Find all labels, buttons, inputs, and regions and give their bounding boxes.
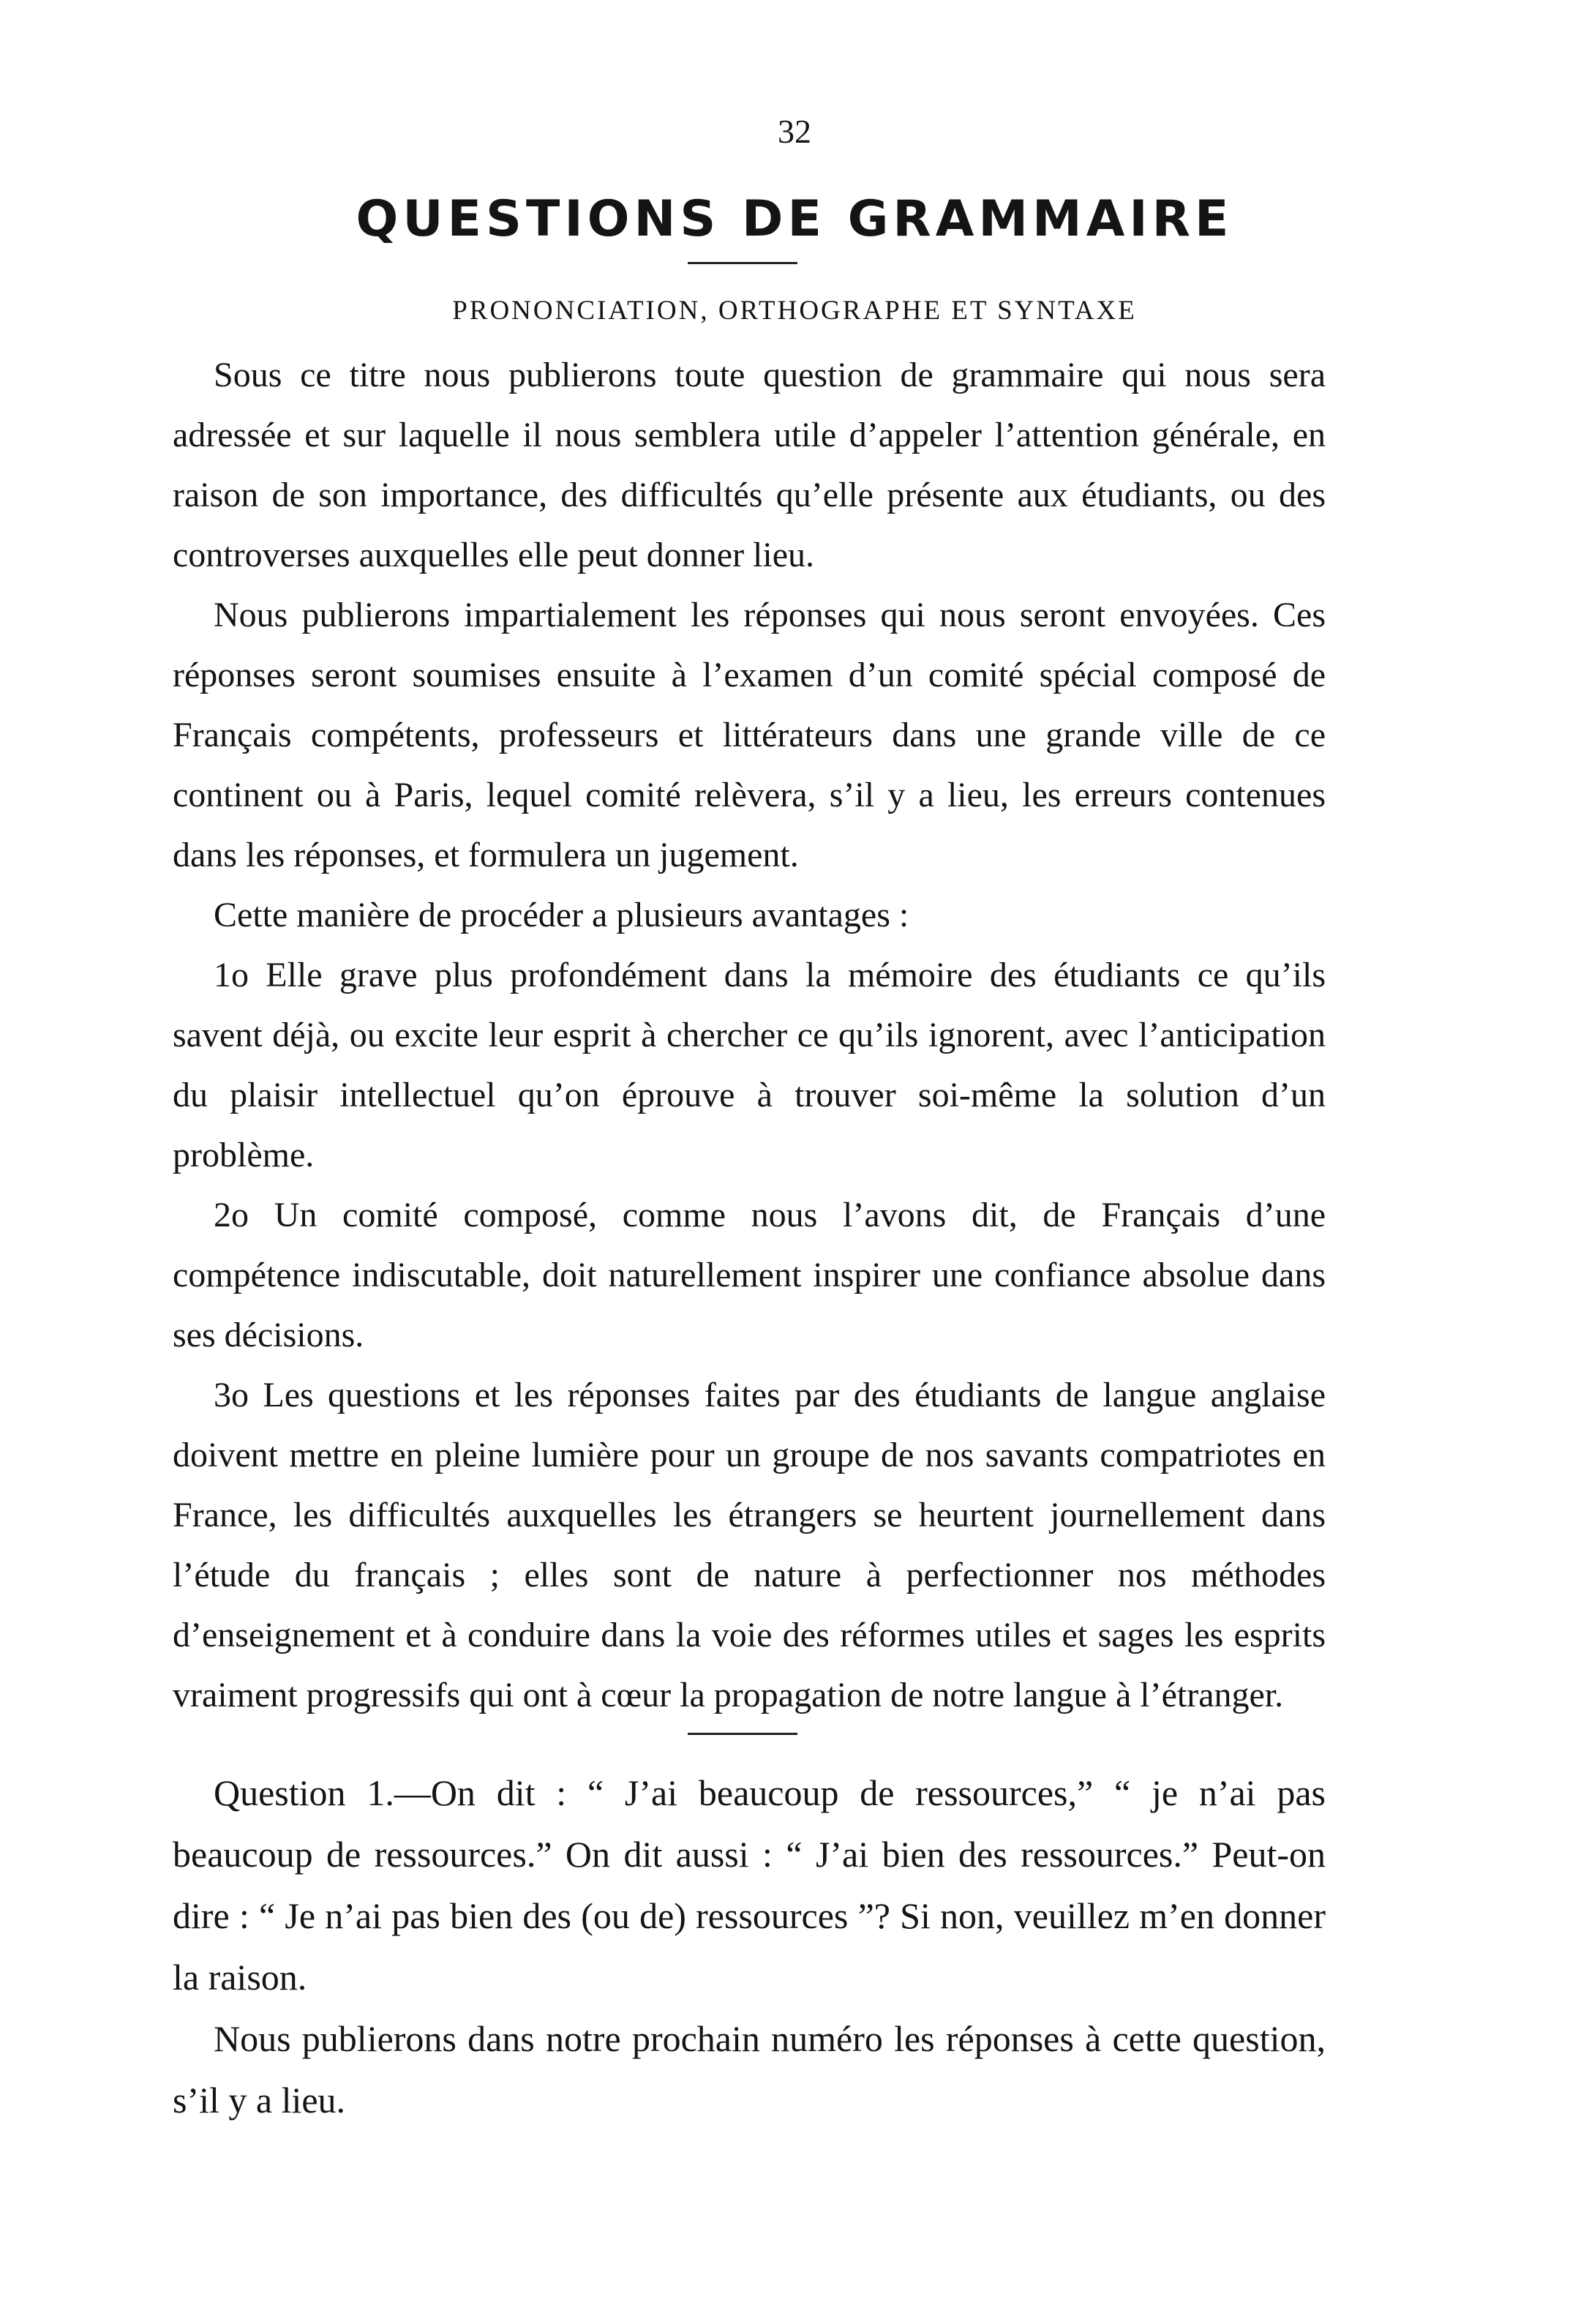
question-note: Nous publierons dans notre prochain numéro les réponses à cette question, s’il y a lieu. — [173, 2018, 1326, 2121]
section-subtitle: PRONONCIATION, ORTHOGRAPHE ET SYNTAXE — [452, 296, 1137, 326]
advantage-paragraph-3: 3o Les questions et les réponses faites par des étudiants de langue anglaise doivent mettre en pleine lumière pour un groupe de nos savants compatriotes en France, les difficultés auxquelles les étrangers se heurtent journellement dans l’étude du français ; elles sont de nature à perfectionner nos méthodes d’enseignement et à conduire dans la voie des réformes utiles et sages les esprits vraiment progressifs qui ont à cœur la propagation de notre langue à l’étranger. — [173, 1376, 1326, 1714]
page-title: QUESTIONS DE GRAMMAIRE — [356, 190, 1233, 248]
intro-paragraph: Nous publierons impartialement les réponses qui nous seront envoyées. Ces réponses seront soumises ensuite à l’examen d’un comité spécial composé de Français compétents, professeurs et littérateurs dans une grande ville de ce continent ou à Paris, lequel comité relèvera, s’il y a lieu, les erreurs contenues dans les réponses, et formulera un jugement. — [173, 596, 1326, 874]
advantage-paragraph-1: 1o Elle grave plus profondément dans la mémoire des étudiants ce qu’ils savent déjà, ou excite leur esprit à chercher ce qu’ils ignorent, avec l’anticipation du plaisir intellectuel qu’on éprouve à trouver soi-même la solution d’un problème. — [173, 956, 1326, 1174]
question-paragraph: Question 1.—On dit : “ J’ai beaucoup de ressources,” “ je n’ai pas beaucoup de ressources.” On dit aussi : “ J’ai bien des ressources.” Peut-on dire : “ Je n’ai pas bien des (ou de) ressources ”? Si non, veuillez m’en donner la raison. — [173, 1772, 1326, 1998]
intro-paragraph: Sous ce titre nous publierons toute question de grammaire qui nous sera adressée et sur laquelle il nous semblera utile d’appeler l’attention générale, en raison de son importance, des difficultés qu’elle présente aux étudiants, ou des controverses auxquelles elle peut donner lieu. — [173, 356, 1326, 574]
page-number: 32 — [778, 113, 811, 150]
intro-paragraph: Cette manière de procéder a plusieurs avantages : — [214, 896, 909, 934]
title-divider — [688, 262, 797, 264]
section-divider — [688, 1733, 797, 1735]
advantage-paragraph-2: 2o Un comité composé, comme nous l’avons dit, de Français d’une compétence indiscutable, doit naturellement inspirer une confiance absolue dans ses décisions. — [173, 1196, 1326, 1354]
intro-section — [173, 345, 1326, 1725]
question-section — [173, 1762, 1326, 2131]
